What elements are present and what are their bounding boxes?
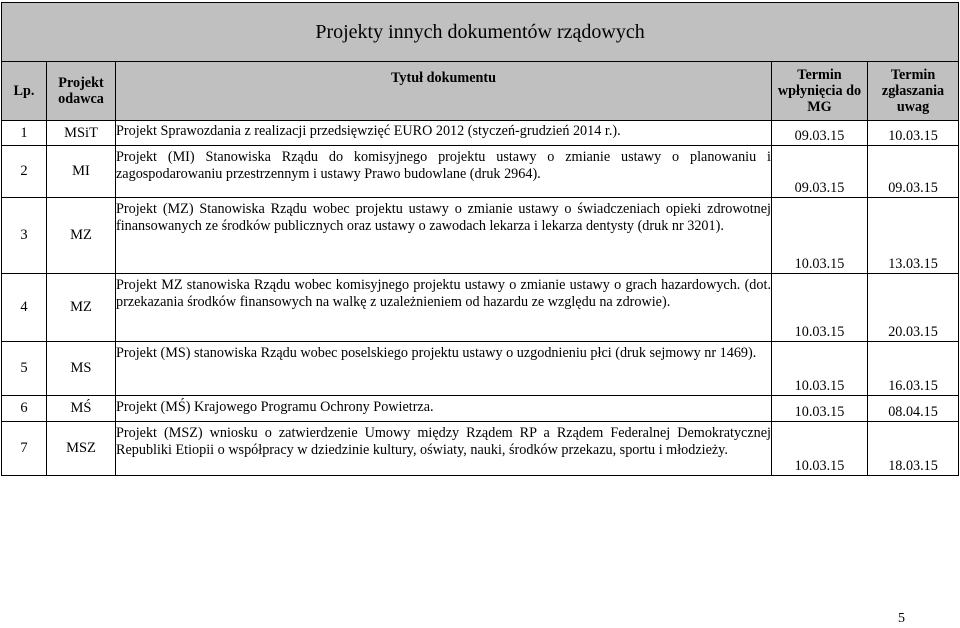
row-deadline: 09.03.15 <box>868 146 959 198</box>
row-lp: 4 <box>2 274 47 342</box>
col-header-lp: Lp. <box>2 62 47 121</box>
page-title: Projekty innych dokumentów rządowych <box>2 3 959 62</box>
row-title: Projekt (MŚ) Krajowego Programu Ochrony Powietrza. <box>116 396 772 422</box>
table-row <box>2 121 959 146</box>
row-lp: 5 <box>2 342 47 396</box>
row-deadline: 13.03.15 <box>868 198 959 274</box>
documents-table <box>1 2 959 476</box>
row-received: 10.03.15 <box>772 396 868 422</box>
row-received: 10.03.15 <box>772 274 868 342</box>
row-lp: 2 <box>2 146 47 198</box>
row-deadline: 16.03.15 <box>868 342 959 396</box>
table-row <box>2 274 959 342</box>
row-received: 10.03.15 <box>772 198 868 274</box>
row-org: MSiT <box>47 121 116 146</box>
row-received: 10.03.15 <box>772 342 868 396</box>
col-header-deadline: Termin zgłaszania uwag <box>868 62 959 121</box>
row-title: Projekt Sprawozdania z realizacji przedsięwzięć EURO 2012 (styczeń-grudzień 2014 r.). <box>116 121 772 146</box>
row-org: MZ <box>47 274 116 342</box>
row-org: MŚ <box>47 396 116 422</box>
row-org: MS <box>47 342 116 396</box>
row-title: Projekt MZ stanowiska Rządu wobec komisyjnego projektu ustawy o zmianie ustawy o grach hazardowych. (dot. przekazania środków finansowych na walkę z uzależnieniem od hazardu ze względu na zdrowie). <box>116 274 772 342</box>
row-title: Projekt (MS) stanowiska Rządu wobec poselskiego projektu ustawy o uzgodnieniu płci (druk sejmowy nr 1469). <box>116 342 772 396</box>
row-deadline: 20.03.15 <box>868 274 959 342</box>
row-lp: 3 <box>2 198 47 274</box>
row-org: MZ <box>47 198 116 274</box>
table-row <box>2 422 959 476</box>
table-row <box>2 146 959 198</box>
row-title: Projekt (MI) Stanowiska Rządu do komisyjnego projektu ustawy o zmianie ustawy o planowaniu i zagospodarowaniu przestrzennym i ustawy Prawo budowlane (druk 2964). <box>116 146 772 198</box>
row-deadline: 18.03.15 <box>868 422 959 476</box>
row-title: Projekt (MSZ) wniosku o zatwierdzenie Umowy między Rządem RP a Rządem Federalnej Demokratycznej Republiki Etiopii o współpracy w dziedzinie kultury, oświaty, nauki, środków przekazu, sportu i młodzieży. <box>116 422 772 476</box>
row-org: MSZ <box>47 422 116 476</box>
col-header-received: Termin wpłynięcia do MG <box>772 62 868 121</box>
col-header-org: Projekt odawca <box>47 62 116 121</box>
row-received: 10.03.15 <box>772 422 868 476</box>
col-header-title: Tytuł dokumentu <box>116 62 772 121</box>
row-deadline: 10.03.15 <box>868 121 959 146</box>
page-number: 5 <box>898 611 905 626</box>
row-deadline: 08.04.15 <box>868 396 959 422</box>
row-org: MI <box>47 146 116 198</box>
row-received: 09.03.15 <box>772 121 868 146</box>
table-header-row <box>2 62 959 121</box>
row-lp: 7 <box>2 422 47 476</box>
table-row <box>2 396 959 422</box>
row-lp: 1 <box>2 121 47 146</box>
row-received: 09.03.15 <box>772 146 868 198</box>
table-row <box>2 198 959 274</box>
row-lp: 6 <box>2 396 47 422</box>
table-title-row <box>2 3 959 62</box>
table-row <box>2 342 959 396</box>
row-title: Projekt (MZ) Stanowiska Rządu wobec projektu ustawy o zmianie ustawy o świadczeniach opieki zdrowotnej finansowanych ze środków publicznych oraz ustawy o zawodach lekarza i lekarza dentysty (druk nr 3201). <box>116 198 772 274</box>
